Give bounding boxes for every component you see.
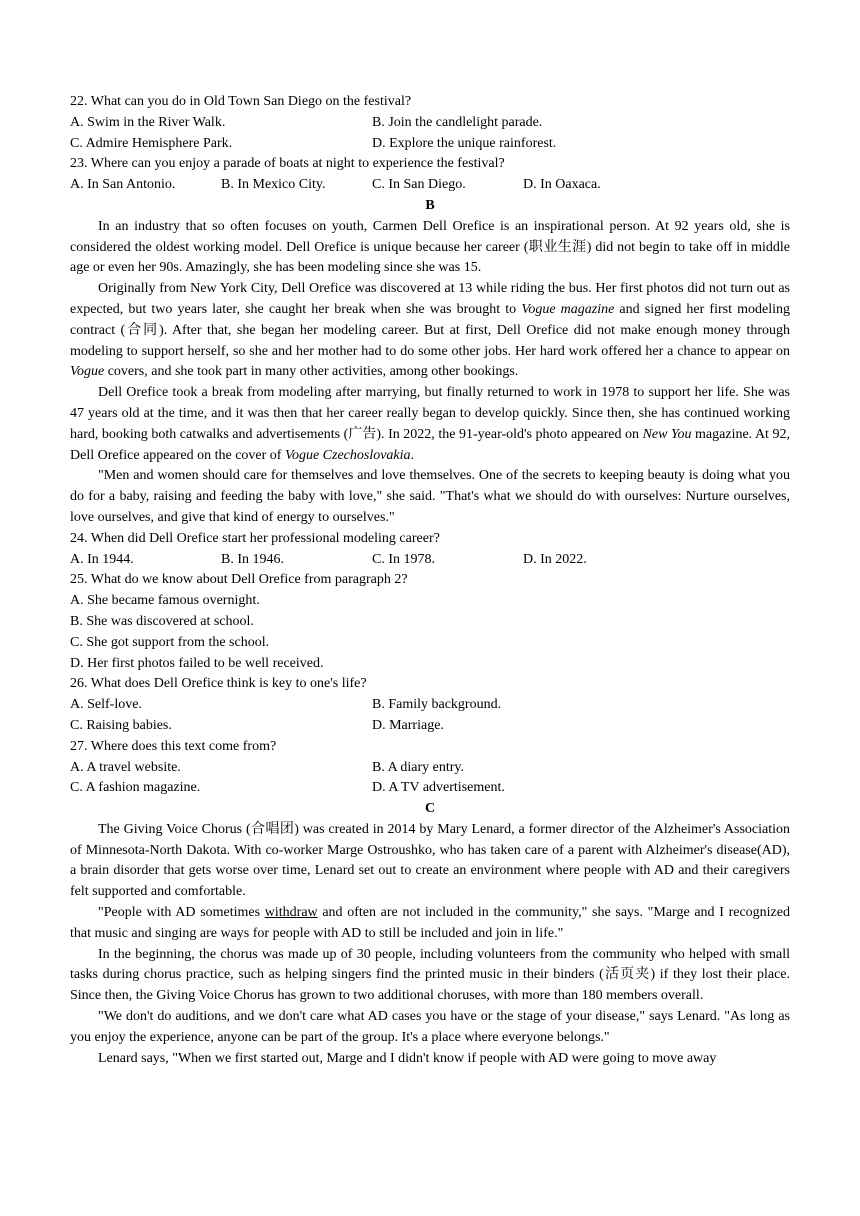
question-24-stem: 24. When did Dell Orefice start her professional modeling career? (70, 530, 440, 546)
section-b-paragraph-3 (70, 383, 790, 466)
question-26-options-row-1 (70, 695, 790, 716)
option-26-d: D. Marriage. (372, 717, 444, 733)
section-c-p2-text-b: and often are not included in the community," she says. "Marge and I recognized that music and singing are ways for people with AD to still be included and join in life." (70, 905, 790, 941)
option-23-a: A. In San Antonio. (70, 177, 176, 193)
section-c-paragraph-3: In the beginning, the chorus was made up of 30 people, including volunteers from the community who helped with small tasks during chorus practice, such as helping singers find the printed music in their binders (活页夹) if they lost their place. Since then, the Giving Voice Chorus has grown to two additional choruses, with more than 180 members overall. (70, 946, 790, 1004)
section-b-p3-text-b: magazine. At 92, Dell Orefice appeared on the cover of (70, 426, 790, 463)
option-25-a: A. She became famous overnight. (70, 593, 260, 609)
question-27-stem: 27. Where does this text come from? (70, 738, 277, 754)
option-23-d: D. In Oaxaca. (523, 177, 601, 193)
question-26-stem: 26. What does Dell Orefice think is key to one's life? (70, 676, 367, 692)
section-c-paragraph-5: Lenard says, "When we first started out, Marge and I didn't know if people with AD were going to move away (98, 1050, 717, 1066)
question-22-options-row-2 (70, 134, 790, 155)
option-25-d: D. Her first photos failed to be well received. (70, 655, 324, 671)
section-c-heading: C (424, 801, 436, 817)
underlined-word-withdraw: withdraw (264, 905, 318, 921)
option-23-c: C. In San Diego. (372, 177, 466, 193)
question-27-options-row-2 (70, 778, 790, 799)
section-b-paragraph-1: In an industry that so often focuses on youth, Carmen Dell Orefice is an inspirational person. At 92 years old, she is considered the oldest working model. Dell Orefice is unique because her career (职业生涯) did not begin to take off in middle age or even her 90s. Amazingly, she has been modeling since she was 15. (70, 218, 790, 276)
section-b-p3-italic-new-you: New You (642, 426, 692, 442)
option-25-c: C. She got support from the school. (70, 634, 270, 650)
question-26-options-row-2 (70, 716, 790, 737)
section-b-p3-text-c: . (410, 447, 415, 463)
question-23-options (70, 175, 790, 196)
question-25-stem: 25. What do we know about Dell Orefice from paragraph 2? (70, 572, 408, 588)
section-b-p2-text-a: Originally from New York City, Dell Orefice was discovered at 13 while riding the bus. Her first photos did not turn out as expected, but two years later, she caught her break when she was brought to (70, 281, 790, 317)
section-b-p2-italic-vogue-magazine: Vogue magazine (521, 301, 615, 317)
option-22-a: A. Swim in the River Walk. (70, 114, 226, 130)
option-26-b: B. Family background. (372, 697, 502, 713)
section-c-paragraph-2 (70, 903, 790, 945)
question-24-options (70, 550, 790, 571)
question-22-options-row-1 (70, 113, 790, 134)
option-22-c: C. Admire Hemisphere Park. (70, 135, 233, 151)
option-26-c: C. Raising babies. (70, 717, 172, 733)
option-24-c: C. In 1978. (372, 551, 435, 567)
option-27-c: C. A fashion magazine. (70, 780, 201, 796)
option-22-d: D. Explore the unique rainforest. (372, 135, 557, 151)
option-24-d: D. In 2022. (523, 551, 587, 567)
option-26-a: A. Self-love. (70, 697, 142, 713)
option-22-b: B. Join the candlelight parade. (372, 114, 543, 130)
option-27-a: A. A travel website. (70, 759, 181, 775)
section-b-p2-text-b: and signed her first modeling contract (合同). After that, she began her modeling career. But at first, Dell Orefice did not make enough money through modeling to support herself, so she and her mother had to do some other jobs. Her hard work offered her a chance to appear on (70, 301, 790, 359)
question-22-stem: 22. What can you do in Old Town San Diego on the festival? (70, 94, 412, 109)
option-24-a: A. In 1944. (70, 551, 134, 567)
question-27-options-row-1 (70, 758, 790, 779)
option-27-b: B. A diary entry. (372, 759, 465, 775)
question-23-stem: 23. Where can you enjoy a parade of boats at night to experience the festival? (70, 156, 505, 172)
section-c-paragraph-1: The Giving Voice Chorus (合唱团) was created in 2014 by Mary Lenard, a former director of the Alzheimer's Association of Minnesota-North Dakota. With co-worker Marge Ostroushko, who has taken care of a parent with Alzheimer's disease(AD), a brain disorder that gets worse over time, Lenard set out to create an environment where people with AD and their caregivers felt supported and comfortable. (70, 821, 790, 900)
section-b-paragraph-2 (70, 279, 790, 383)
option-25-b: B. She was discovered at school. (70, 613, 254, 629)
option-23-b: B. In Mexico City. (221, 177, 326, 193)
section-b-p2-italic-vogue: Vogue (70, 364, 105, 380)
section-b-p2-text-c: covers, and she took part in many other activities, among other bookings. (104, 364, 519, 380)
option-27-d: D. A TV advertisement. (372, 780, 505, 796)
section-b-p3-italic-vogue-czechoslovakia: Vogue Czechoslovakia (284, 447, 411, 463)
section-c-p2-text-a: "People with AD sometimes (98, 905, 265, 921)
section-b-heading: B (425, 197, 435, 213)
section-b-paragraph-4: "Men and women should care for themselves and love themselves. One of the secrets to keeping beauty is doing what you do for a baby, raising and feeding the baby with love," she said. "That's what we should do with ourselves: Nurture ourselves, love ourselves, and give that kind of energy to ourselves." (70, 468, 790, 525)
option-24-b: B. In 1946. (221, 551, 284, 567)
section-c-paragraph-4: "We don't do auditions, and we don't care what AD cases you have or the stage of your disease," says Lenard. "As long as you enjoy the experience, anyone can be part of the group. It's a place where everyone belongs." (70, 1009, 790, 1045)
section-b-p3-text-a: Dell Orefice took a break from modeling after marrying, but finally returned to work in 1978 to support her life. She was 47 years old at the time, and it was then that her career really began to develop quickly. Since then, she has continued working hard, booking both catwalks and advertisements (广告). In 2022, the 91-year-old's photo appeared on (70, 385, 790, 442)
